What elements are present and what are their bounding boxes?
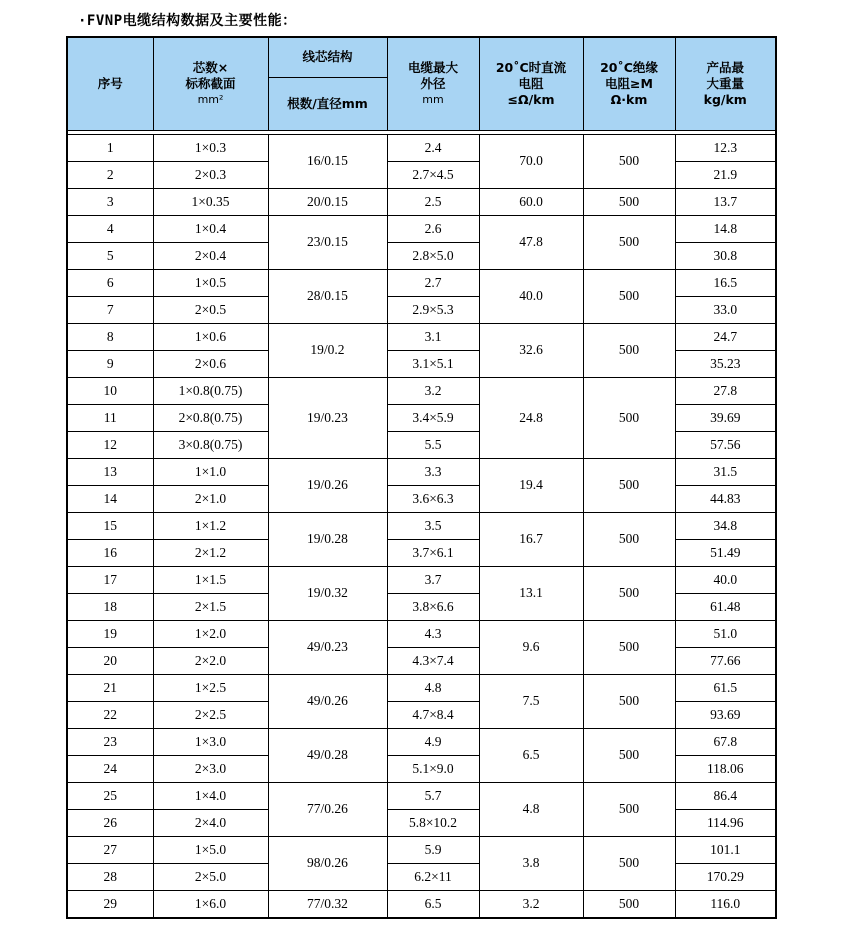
cell-outer-diameter: 6.5 xyxy=(387,890,479,918)
cell-dc-resistance: 40.0 xyxy=(479,269,583,323)
cell-dc-resistance: 47.8 xyxy=(479,215,583,269)
cell-insulation-resistance: 500 xyxy=(583,890,675,918)
cell-cores-section: 1×0.3 xyxy=(153,134,268,161)
cell-seq: 1 xyxy=(67,134,153,161)
table-row xyxy=(67,620,776,647)
cell-max-weight: 13.7 xyxy=(675,188,776,215)
header-cores: 芯数× 标称截面 mm² xyxy=(153,37,268,130)
cell-seq: 25 xyxy=(67,782,153,809)
cell-cores-section: 1×5.0 xyxy=(153,836,268,863)
cell-cores-section: 2×5.0 xyxy=(153,863,268,890)
cell-max-weight: 57.56 xyxy=(675,431,776,458)
cell-max-weight: 61.48 xyxy=(675,593,776,620)
table-row xyxy=(67,674,776,701)
table-row xyxy=(67,458,776,485)
cell-cores-section: 1×3.0 xyxy=(153,728,268,755)
cell-outer-diameter: 3.4×5.9 xyxy=(387,404,479,431)
cell-seq: 27 xyxy=(67,836,153,863)
cell-seq: 20 xyxy=(67,647,153,674)
cell-max-weight: 86.4 xyxy=(675,782,776,809)
cell-insulation-resistance: 500 xyxy=(583,269,675,323)
cell-max-weight: 31.5 xyxy=(675,458,776,485)
cell-wire-structure: 98/0.26 xyxy=(268,836,387,890)
cell-wire-structure: 19/0.28 xyxy=(268,512,387,566)
cell-max-weight: 39.69 xyxy=(675,404,776,431)
cell-outer-diameter: 2.9×5.3 xyxy=(387,296,479,323)
cell-wire-structure: 19/0.26 xyxy=(268,458,387,512)
cell-max-weight: 24.7 xyxy=(675,323,776,350)
cell-max-weight: 51.0 xyxy=(675,620,776,647)
cell-wire-structure: 19/0.2 xyxy=(268,323,387,377)
cable-data-table xyxy=(66,36,777,919)
table-row xyxy=(67,566,776,593)
cell-outer-diameter: 5.8×10.2 xyxy=(387,809,479,836)
cell-dc-resistance: 3.2 xyxy=(479,890,583,918)
cell-dc-resistance: 7.5 xyxy=(479,674,583,728)
cell-max-weight: 44.83 xyxy=(675,485,776,512)
cell-seq: 29 xyxy=(67,890,153,918)
cell-insulation-resistance: 500 xyxy=(583,782,675,836)
cell-wire-structure: 49/0.26 xyxy=(268,674,387,728)
cell-dc-resistance: 32.6 xyxy=(479,323,583,377)
cell-max-weight: 170.29 xyxy=(675,863,776,890)
cell-wire-structure: 77/0.26 xyxy=(268,782,387,836)
cell-cores-section: 1×0.8(0.75) xyxy=(153,377,268,404)
cell-dc-resistance: 70.0 xyxy=(479,134,583,188)
cell-wire-structure: 16/0.15 xyxy=(268,134,387,188)
cell-cores-section: 2×1.2 xyxy=(153,539,268,566)
cell-max-weight: 61.5 xyxy=(675,674,776,701)
cell-outer-diameter: 2.7 xyxy=(387,269,479,296)
cell-cores-section: 2×4.0 xyxy=(153,809,268,836)
table-row xyxy=(67,782,776,809)
header-insulation-resistance: 20˚C绝缘 电阻≥M Ω·km xyxy=(583,37,675,130)
cell-outer-diameter: 2.5 xyxy=(387,188,479,215)
cell-seq: 10 xyxy=(67,377,153,404)
cell-cores-section: 2×0.8(0.75) xyxy=(153,404,268,431)
cell-max-weight: 12.3 xyxy=(675,134,776,161)
cell-seq: 7 xyxy=(67,296,153,323)
cell-seq: 11 xyxy=(67,404,153,431)
cell-cores-section: 2×2.0 xyxy=(153,647,268,674)
cell-cores-section: 3×0.8(0.75) xyxy=(153,431,268,458)
cell-max-weight: 14.8 xyxy=(675,215,776,242)
cell-outer-diameter: 4.7×8.4 xyxy=(387,701,479,728)
cell-max-weight: 27.8 xyxy=(675,377,776,404)
cell-insulation-resistance: 500 xyxy=(583,836,675,890)
table-row xyxy=(67,377,776,404)
cell-max-weight: 35.23 xyxy=(675,350,776,377)
cell-max-weight: 30.8 xyxy=(675,242,776,269)
cell-cores-section: 1×2.0 xyxy=(153,620,268,647)
cell-insulation-resistance: 500 xyxy=(583,188,675,215)
cell-seq: 18 xyxy=(67,593,153,620)
cell-max-weight: 33.0 xyxy=(675,296,776,323)
cell-wire-structure: 49/0.28 xyxy=(268,728,387,782)
cell-cores-section: 1×6.0 xyxy=(153,890,268,918)
cell-cores-section: 1×0.5 xyxy=(153,269,268,296)
cell-seq: 21 xyxy=(67,674,153,701)
cell-wire-structure: 19/0.23 xyxy=(268,377,387,458)
cell-max-weight: 114.96 xyxy=(675,809,776,836)
cell-seq: 4 xyxy=(67,215,153,242)
header-outer-diameter: 电缆最大 外径 mm xyxy=(387,37,479,130)
table-row xyxy=(67,188,776,215)
cell-outer-diameter: 6.2×11 xyxy=(387,863,479,890)
cell-outer-diameter: 4.9 xyxy=(387,728,479,755)
cell-wire-structure: 28/0.15 xyxy=(268,269,387,323)
cell-outer-diameter: 5.1×9.0 xyxy=(387,755,479,782)
cell-cores-section: 2×2.5 xyxy=(153,701,268,728)
cell-cores-section: 1×4.0 xyxy=(153,782,268,809)
cell-outer-diameter: 4.3 xyxy=(387,620,479,647)
cell-outer-diameter: 3.7×6.1 xyxy=(387,539,479,566)
cell-wire-structure: 49/0.23 xyxy=(268,620,387,674)
table-header xyxy=(67,37,776,134)
header-wire-structure: 线芯结构 xyxy=(268,37,387,77)
table-row xyxy=(67,134,776,161)
cell-outer-diameter: 3.1×5.1 xyxy=(387,350,479,377)
cell-cores-section: 1×0.6 xyxy=(153,323,268,350)
table-row xyxy=(67,512,776,539)
cell-insulation-resistance: 500 xyxy=(583,134,675,188)
cell-dc-resistance: 6.5 xyxy=(479,728,583,782)
cell-outer-diameter: 4.8 xyxy=(387,674,479,701)
header-max-weight: 产品最 大重量 kg/km xyxy=(675,37,776,130)
cell-dc-resistance: 4.8 xyxy=(479,782,583,836)
cell-seq: 22 xyxy=(67,701,153,728)
cell-seq: 17 xyxy=(67,566,153,593)
cell-insulation-resistance: 500 xyxy=(583,323,675,377)
cell-cores-section: 2×0.6 xyxy=(153,350,268,377)
cell-cores-section: 1×1.5 xyxy=(153,566,268,593)
table-row xyxy=(67,728,776,755)
table-row xyxy=(67,323,776,350)
table-row xyxy=(67,269,776,296)
cell-dc-resistance: 24.8 xyxy=(479,377,583,458)
cell-outer-diameter: 3.1 xyxy=(387,323,479,350)
cell-outer-diameter: 3.6×6.3 xyxy=(387,485,479,512)
cell-seq: 12 xyxy=(67,431,153,458)
cell-outer-diameter: 3.5 xyxy=(387,512,479,539)
table-row xyxy=(67,215,776,242)
cell-seq: 5 xyxy=(67,242,153,269)
cell-cores-section: 1×1.0 xyxy=(153,458,268,485)
cell-max-weight: 21.9 xyxy=(675,161,776,188)
cell-cores-section: 2×1.5 xyxy=(153,593,268,620)
cell-cores-section: 2×0.4 xyxy=(153,242,268,269)
cell-wire-structure: 19/0.32 xyxy=(268,566,387,620)
cell-dc-resistance: 9.6 xyxy=(479,620,583,674)
cell-outer-diameter: 2.4 xyxy=(387,134,479,161)
cell-outer-diameter: 2.6 xyxy=(387,215,479,242)
cell-wire-structure: 77/0.32 xyxy=(268,890,387,918)
cell-outer-diameter: 3.3 xyxy=(387,458,479,485)
header-dc-resistance: 20˚C时直流 电阻 ≤Ω/km xyxy=(479,37,583,130)
cell-dc-resistance: 13.1 xyxy=(479,566,583,620)
cell-seq: 28 xyxy=(67,863,153,890)
page-title: ·FVNP电缆结构数据及主要性能： xyxy=(78,13,297,29)
cell-max-weight: 93.69 xyxy=(675,701,776,728)
cell-seq: 15 xyxy=(67,512,153,539)
cell-wire-structure: 20/0.15 xyxy=(268,188,387,215)
cell-max-weight: 118.06 xyxy=(675,755,776,782)
cell-outer-diameter: 5.7 xyxy=(387,782,479,809)
cell-max-weight: 16.5 xyxy=(675,269,776,296)
cell-max-weight: 77.66 xyxy=(675,647,776,674)
cell-insulation-resistance: 500 xyxy=(583,620,675,674)
cell-outer-diameter: 4.3×7.4 xyxy=(387,647,479,674)
cell-outer-diameter: 2.7×4.5 xyxy=(387,161,479,188)
cell-seq: 3 xyxy=(67,188,153,215)
cell-max-weight: 116.0 xyxy=(675,890,776,918)
cell-max-weight: 67.8 xyxy=(675,728,776,755)
cell-dc-resistance: 19.4 xyxy=(479,458,583,512)
cell-insulation-resistance: 500 xyxy=(583,458,675,512)
cell-outer-diameter: 3.8×6.6 xyxy=(387,593,479,620)
cell-dc-resistance: 16.7 xyxy=(479,512,583,566)
cell-seq: 26 xyxy=(67,809,153,836)
cell-seq: 8 xyxy=(67,323,153,350)
header-seq: 序号 xyxy=(67,37,153,130)
cell-outer-diameter: 3.2 xyxy=(387,377,479,404)
cell-max-weight: 40.0 xyxy=(675,566,776,593)
cell-seq: 19 xyxy=(67,620,153,647)
cell-seq: 2 xyxy=(67,161,153,188)
cell-dc-resistance: 3.8 xyxy=(479,836,583,890)
header-wire-count-diameter: 根数/直径mm xyxy=(268,77,387,130)
cell-max-weight: 101.1 xyxy=(675,836,776,863)
cell-cores-section: 2×1.0 xyxy=(153,485,268,512)
cell-seq: 23 xyxy=(67,728,153,755)
cell-cores-section: 1×0.4 xyxy=(153,215,268,242)
cell-insulation-resistance: 500 xyxy=(583,215,675,269)
cell-seq: 14 xyxy=(67,485,153,512)
cell-cores-section: 2×3.0 xyxy=(153,755,268,782)
table-row xyxy=(67,836,776,863)
cell-cores-section: 1×2.5 xyxy=(153,674,268,701)
cell-seq: 16 xyxy=(67,539,153,566)
cell-outer-diameter: 2.8×5.0 xyxy=(387,242,479,269)
cell-seq: 6 xyxy=(67,269,153,296)
cell-seq: 24 xyxy=(67,755,153,782)
cell-seq: 9 xyxy=(67,350,153,377)
cell-insulation-resistance: 500 xyxy=(583,728,675,782)
cell-insulation-resistance: 500 xyxy=(583,566,675,620)
cell-max-weight: 51.49 xyxy=(675,539,776,566)
cell-cores-section: 2×0.3 xyxy=(153,161,268,188)
table-body xyxy=(67,134,776,918)
cell-outer-diameter: 3.7 xyxy=(387,566,479,593)
cell-outer-diameter: 5.5 xyxy=(387,431,479,458)
cell-wire-structure: 23/0.15 xyxy=(268,215,387,269)
cell-seq: 13 xyxy=(67,458,153,485)
cell-insulation-resistance: 500 xyxy=(583,512,675,566)
cell-cores-section: 1×1.2 xyxy=(153,512,268,539)
cell-max-weight: 34.8 xyxy=(675,512,776,539)
cell-dc-resistance: 60.0 xyxy=(479,188,583,215)
cell-insulation-resistance: 500 xyxy=(583,377,675,458)
cell-cores-section: 1×0.35 xyxy=(153,188,268,215)
cell-outer-diameter: 5.9 xyxy=(387,836,479,863)
table-row xyxy=(67,890,776,918)
cell-cores-section: 2×0.5 xyxy=(153,296,268,323)
cell-insulation-resistance: 500 xyxy=(583,674,675,728)
